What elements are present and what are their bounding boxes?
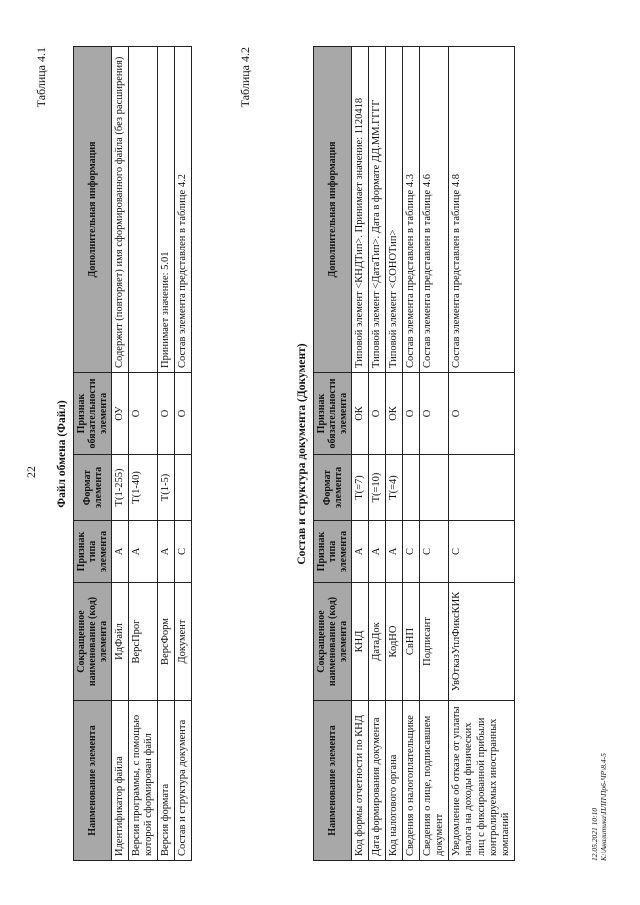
table-cell: Подписант xyxy=(420,583,449,701)
table-cell: А xyxy=(129,521,158,583)
table-cell: КНД xyxy=(352,583,369,701)
table1-label: Таблица 4.1 xyxy=(34,47,48,108)
table2-header-cell: Сокращенное наименование (код) элемента xyxy=(314,583,352,701)
table1-header-cell: Признак обязательности элемента xyxy=(74,373,112,455)
table-cell xyxy=(403,455,420,521)
table-cell: Состав элемента представлен в таблице 4.6 xyxy=(420,47,449,373)
table-row xyxy=(369,47,386,861)
table-cell xyxy=(175,455,192,521)
table-cell: Принимает значение: 5.01 xyxy=(158,47,175,373)
table-cell: ВерсФорм xyxy=(158,583,175,701)
table-cell: ДатаДок xyxy=(369,583,386,701)
table-cell: T(=10) xyxy=(369,455,386,521)
table-cell: А xyxy=(112,521,129,583)
table-cell: T(1-255) xyxy=(112,455,129,521)
table-cell: ВерсПрог xyxy=(129,583,158,701)
table-row xyxy=(112,47,129,861)
table-cell: А xyxy=(352,521,369,583)
table2-header-cell: Признак типа элемента xyxy=(314,521,352,583)
table1-header-cell: Сокращенное наименование (код) элемента xyxy=(74,583,112,701)
table-cell: ИдФайл xyxy=(112,583,129,701)
table-cell: ОУ xyxy=(112,373,129,455)
table-row xyxy=(420,47,449,861)
table-cell: Сведения о налогоплательщике xyxy=(403,701,420,861)
table2-label: Таблица 4.2 xyxy=(238,47,252,108)
table-cell: Код формы отчетности по КНД xyxy=(352,701,369,861)
table1-header-cell: Признак типа элемента xyxy=(74,521,112,583)
table-row xyxy=(386,47,403,861)
table-cell: T(=7) xyxy=(352,455,369,521)
table1-header-row xyxy=(74,47,112,861)
table-cell: Типовой элемент <ДатаТип>. Дата в формате ДД.ММ.ГГГГ xyxy=(369,47,386,373)
table1-title: Файл обмена (Файл) xyxy=(56,400,68,508)
table-cell: А xyxy=(158,521,175,583)
table-cell: ОК xyxy=(352,373,369,455)
table-cell: T(=4) xyxy=(386,455,403,521)
table-cell: Версия программы, с помощью которой сформирован файл xyxy=(129,701,158,861)
table-cell: Типовой элемент <КНДТип>. Принимает значение: 1120418 xyxy=(352,47,369,373)
table2-header-cell: Дополнительная информация xyxy=(314,47,352,373)
table1-header-cell: Дополнительная информация xyxy=(74,47,112,373)
table-cell: А xyxy=(369,521,386,583)
table-cell: Код налогового органа xyxy=(386,701,403,861)
table1-header-cell: Формат элемента xyxy=(74,455,112,521)
table-cell: Содержит (повторяет) имя сформированного файла (без расширения) xyxy=(112,47,129,373)
table-cell: Документ xyxy=(175,583,192,701)
table2-header-row xyxy=(314,47,352,861)
table-row xyxy=(129,47,158,861)
table2-title: Состав и структура документа (Документ) xyxy=(296,343,308,565)
footer-note xyxy=(590,753,609,861)
table-cell: О xyxy=(420,373,449,455)
table2-header-cell: Формат элемента xyxy=(314,455,352,521)
table-cell xyxy=(449,455,514,521)
table-cell: Состав элемента представлен в таблице 4.2 xyxy=(175,47,192,373)
table-cell: О xyxy=(129,373,158,455)
table-cell: С xyxy=(175,521,192,583)
table-row xyxy=(158,47,175,861)
table-cell: О xyxy=(175,373,192,455)
table-row xyxy=(449,47,514,861)
table-cell: С xyxy=(449,521,514,583)
page-number: 22 xyxy=(24,466,38,478)
table-cell: О xyxy=(158,373,175,455)
table-cell: T(1-5) xyxy=(158,455,175,521)
table2 xyxy=(313,46,515,861)
table-cell: Версия формата xyxy=(158,701,175,861)
table-cell xyxy=(129,47,158,373)
table-cell: Идентификатор файла xyxy=(112,701,129,861)
table-cell: Состав и структура документа xyxy=(175,701,192,861)
table-cell: С xyxy=(420,521,449,583)
table1-header-cell: Наименование элемента xyxy=(74,701,112,861)
table-cell: Сведения о лице, подписавшем документ xyxy=(420,701,449,861)
table-cell: О xyxy=(449,373,514,455)
table-cell: Уведомление об отказе от уплаты налога на доходы физических лиц с фиксированной прибыли контролируемых иностранных компаний xyxy=(449,701,514,861)
table-row xyxy=(175,47,192,861)
table-cell: Дата формирования документа xyxy=(369,701,386,861)
table-cell: Типовой элемент <СОНОТип> xyxy=(386,47,403,373)
table-cell: О xyxy=(403,373,420,455)
table-cell xyxy=(420,455,449,521)
table2-header-cell: Наименование элемента xyxy=(314,701,352,861)
table-cell: Состав элемента представлен в таблице 4.8 xyxy=(449,47,514,373)
table-cell: Состав элемента представлен в таблице 4.3 xyxy=(403,47,420,373)
table-row xyxy=(403,47,420,861)
table-row xyxy=(352,47,369,861)
table-cell: А xyxy=(386,521,403,583)
table-cell: О xyxy=(369,373,386,455)
table-cell: КодНО xyxy=(386,583,403,701)
table-cell: С xyxy=(403,521,420,583)
table2-header-cell: Признак обязательности элемента xyxy=(314,373,352,455)
footer-date: 12.05.2021 10:10 xyxy=(590,807,599,861)
table1 xyxy=(73,46,192,861)
footer-path: K:\Аналитика\ПЛП\Пр6-ЧР\8.4-5 xyxy=(599,753,609,861)
table-cell: T(1-40) xyxy=(129,455,158,521)
table-cell: ОК xyxy=(386,373,403,455)
table-cell: СвНП xyxy=(403,583,420,701)
table-cell: УвОтказУплФиксКИК xyxy=(449,583,514,701)
